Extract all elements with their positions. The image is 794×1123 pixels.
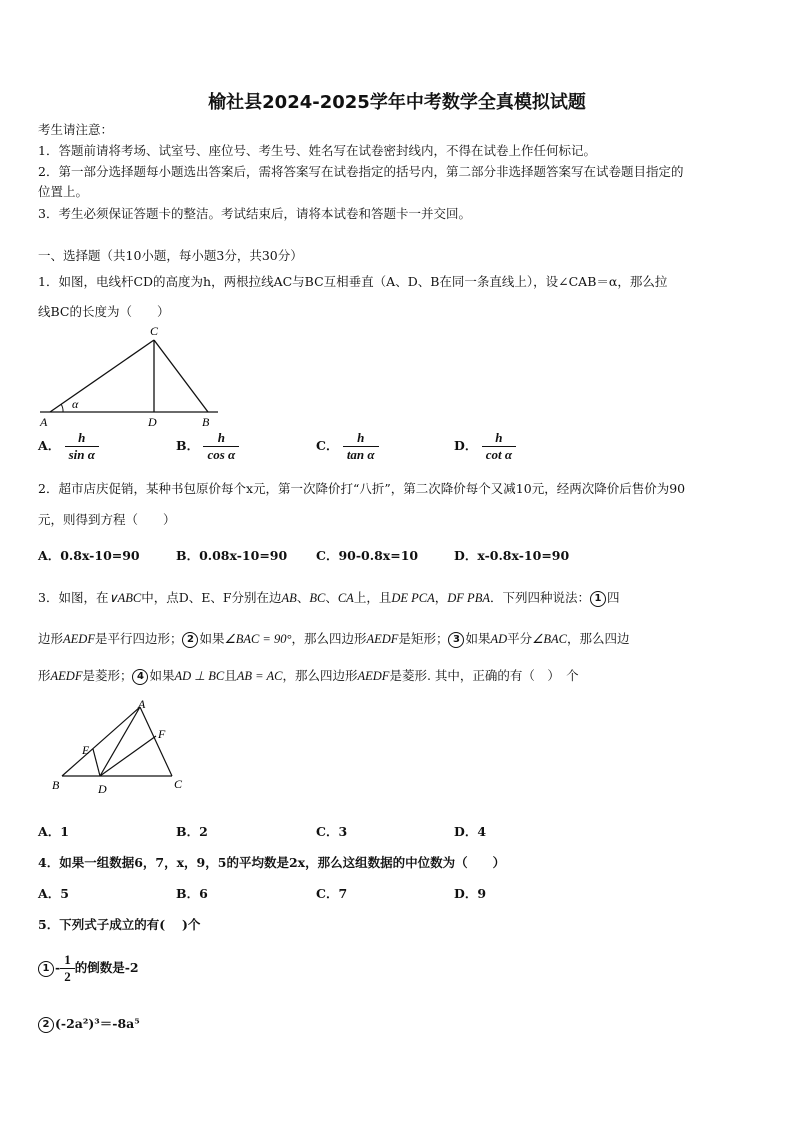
q1-figure [36,320,222,432]
label-f: F [158,727,166,741]
label-d: D [148,415,157,429]
q3-option-b[interactable]: B．2 [176,824,208,839]
label-c: C [150,324,159,338]
label-alpha: α [72,397,79,411]
q4-option-b[interactable]: B．6 [176,886,208,901]
q2-stem: 元，则得到方程（ ） [38,512,176,527]
q3-stem-line1: 3．如图，在∨ABC中，点D、E、F分别在边AB、BC、CA上，且DE PCA，DF PBA．下列四种说法： 1 四 [38,590,620,605]
q1-option-a[interactable]: A． $\frac{h}{\text{sin α}}$ [38,430,99,463]
page-title: 榆社县2024-2025学年中考数学全真模拟试题 [208,92,586,113]
q2-option-d[interactable]: D．x-0.8x-10=90 [454,548,570,563]
q5-item-1: 1 - $\frac{1}{2}$ 的倒数是-2 [38,952,139,985]
q5-item-2: 2 (-2a²)³＝-8a⁵ [38,1014,140,1033]
q1-option-d[interactable]: D． $\frac{h}{\text{cot α}}$ [454,430,516,463]
line-bc [154,340,208,412]
section-heading: 一、选择题（共10小题，每小题3分，共30分） [38,248,303,263]
notice-item: 2．第一部分选择题每小题选出答案后，需将答案写在试卷指定的括号内，第二部分非选择题答案写在试卷题目指定的 [38,164,684,179]
label-d: D [98,782,107,796]
q4-option-c[interactable]: C．7 [316,886,348,901]
q1-option-c[interactable]: C． $\frac{h}{\text{tan α}}$ [316,430,379,463]
notice-heading: 考生请注意： [38,122,114,137]
label-b: B [52,778,60,792]
circled-number: 4 [132,669,148,685]
q3-stem-line3: 形AEDF是菱形； 4 如果AD ⊥ BC且AB = AC，那么四边形AEDF是菱形. 其中，正确的有（ ） 个 [38,668,579,683]
q1-stem: 线BC的长度为（ ） [38,304,170,319]
notice-item: 1．答题前请将考场、试室号、座位号、考生号、姓名写在试卷密封线内，不得在试卷上作任何标记。 [38,143,596,158]
label-b: B [202,415,210,429]
label-a: A [40,415,48,429]
line-ad [100,707,140,776]
circled-number: 2 [38,1017,54,1033]
circled-number: 2 [182,632,198,648]
line-ab [62,707,140,776]
q5-stem: 5．下列式子成立的有( )个 [38,917,201,932]
notice-item: 3．考生必须保证答题卡的整洁。考试结束后，请将本试卷和答题卡一并交回。 [38,206,471,221]
q3-option-a[interactable]: A．1 [38,824,69,839]
angle-arc [61,404,63,412]
q4-stem: 4．如果一组数据6，7，x，9，5的平均数是2x，那么这组数据的中位数为（ ） [38,855,506,870]
label-a: A [138,697,146,711]
line-df [100,736,156,776]
line-ac [50,340,154,412]
q2-option-a[interactable]: A．0.8x-10=90 [38,548,140,563]
q1-option-b[interactable]: B． $\frac{h}{\text{cos α}}$ [176,430,239,463]
circled-number: 1 [38,961,54,977]
line-ac [140,707,172,776]
q2-stem: 2．超市店庆促销，某种书包原价每个x元，第一次降价打“八折”，第二次降价每个又减10元，经两次降价后售价为90 [38,481,686,496]
line-ed [93,749,100,776]
label-e: E [82,743,90,757]
q4-option-a[interactable]: A．5 [38,886,69,901]
q2-option-b[interactable]: B．0.08x-10=90 [176,548,288,563]
q1-stem: 1．如图，电线杆CD的高度为h，两根拉线AC与BC互相垂直（A、D、B在同一条直线上），设∠CAB＝α，那么拉 [38,274,668,289]
q3-option-c[interactable]: C．3 [316,824,348,839]
circled-number: 3 [448,632,464,648]
q3-stem-line2: 边形AEDF是平行四边形； 2 如果∠BAC = 90°，那么四边形AEDF是矩形； 3 如果AD平分∠BAC，那么四边 [38,631,630,646]
label-c: C [174,777,183,791]
q3-option-d[interactable]: D．4 [454,824,487,839]
q2-option-c[interactable]: C．90-0.8x=10 [316,548,419,563]
q3-figure [48,697,198,797]
notice-item: 位置上。 [38,184,89,199]
circled-number: 1 [590,591,606,607]
q4-option-d[interactable]: D．9 [454,886,487,901]
